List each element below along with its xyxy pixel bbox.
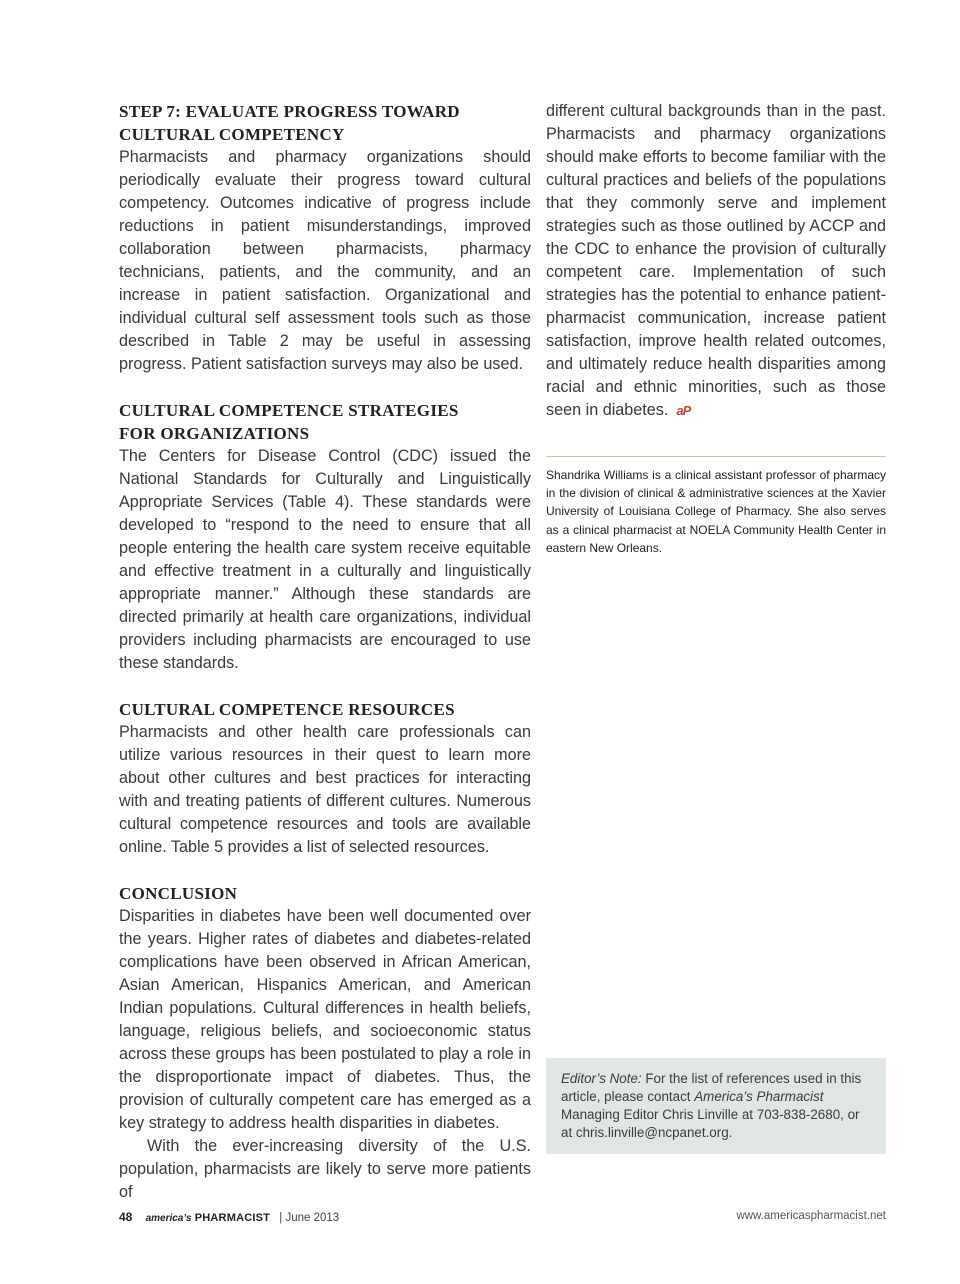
author-bio: Shandrika Williams is a clinical assistant professor of pharmacy in the division of clinical & administrative sciences at the Xavier University of Louisiana College of Pharmacy. She also serves as a clinical pharmacist at NOELA Community Health Center in eastern New Orleans.: [546, 468, 886, 555]
conclusion-body-paragraph-1: Disparities in diabetes have been well documented over the years. Higher rates of diabetes and diabetes-related complications have been observed in African American, Asian American, Hispanics American, and American Indian populations. Cultural differences in health beliefs, language, religious beliefs, and socioeconomic status across these groups has been postulated to play a role in the disproportionate impact of diabetes. Thus, the provision of culturally competent care has emerged as a key strategy to address health disparities in diabetes.: [119, 907, 531, 1132]
website-url: www.americaspharmacist.net: [736, 1210, 886, 1222]
editor-note-box: [546, 1058, 886, 1154]
editor-note: [561, 1070, 871, 1142]
step7-heading-line1: STEP 7: EVALUATE PROGRESS TOWARD: [119, 102, 460, 121]
magazine-brand-small: america’s: [145, 1213, 192, 1224]
editor-note-publication: America’s Pharmacist: [694, 1089, 824, 1104]
magazine-brand-big: PHARMACIST: [194, 1212, 271, 1224]
bio-divider: [546, 456, 886, 457]
strategies-heading-line2: FOR ORGANIZATIONS: [119, 424, 310, 443]
resources-section: [119, 698, 531, 859]
step7-heading: [119, 100, 531, 146]
page-footer: [119, 1210, 886, 1228]
conclusion-continuation: [546, 100, 886, 422]
strategies-heading: [119, 399, 531, 445]
editor-note-text-2: Managing Editor Chris Linville at 703-838-2680, or at chris.linville@ncpanet.org.: [561, 1107, 860, 1140]
strategies-section: [119, 399, 531, 675]
conclusion-body-paragraph-2: With the ever-increasing diversity of the U.S. population, pharmacists are likely to serve more patients of: [119, 1137, 531, 1201]
editor-note-text-1: For the list of references used in this article, please contact: [561, 1071, 862, 1104]
conclusion-heading: CONCLUSION: [119, 884, 238, 903]
strategies-body: The Centers for Disease Control (CDC) issued the National Standards for Culturally and Linguistically Appropriate Services (Table 4). These standards were developed to “respond to the need to ensure that all people entering the health care system receive equitable and effective treatment in a culturally and linguistically appropriate manner.” Although these standards are directed primarily at health care organizations, individual providers including pharmacists are encouraged to use these standards.: [119, 447, 531, 672]
resources-heading: CULTURAL COMPETENCE RESOURCES: [119, 700, 455, 719]
step7-heading-line2: CULTURAL COMPETENCY: [119, 125, 345, 144]
conclusion-section: [119, 882, 531, 1204]
step7-body: Pharmacists and pharmacy organizations should periodically evaluate their progress toward cultural competency. Outcomes indicative of progress include reductions in patient misunderstandings, improved collaboration between pharmacists, pharmacy technicians, patients, and the community, and an increase in patient satisfaction. Organizational and individual cultural self assessment tools such as those described in Table 2 may be useful in assessing progress. Patient satisfaction surveys may also be used.: [119, 148, 531, 373]
page-number: 48: [119, 1210, 133, 1224]
resources-body: Pharmacists and other health care professionals can utilize various resources in their quest to learn more about other cultures and best practices for interacting with and treating patients of different cultures. Numerous cultural competence resources and tools are available online. Table 5 provides a list of selected resources.: [119, 723, 531, 856]
footer-left: [119, 1210, 339, 1224]
step7-section: [119, 100, 531, 376]
editor-note-label: Editor’s Note:: [561, 1071, 642, 1086]
issue-date: | June 2013: [279, 1212, 340, 1224]
left-column: [119, 100, 531, 1227]
end-of-article-mark: aP: [676, 403, 691, 418]
conclusion-continuation-text: different cultural backgrounds than in the past. Pharmacists and pharmacy organizations should make efforts to become familiar with the cultural practices and beliefs of the populations that they commonly serve and implement strategies such as those outlined by ACCP and the CDC to enhance the provision of culturally competent care. Implementation of such strategies has the potential to enhance patient-pharmacist communication, increase patient satisfaction, improve health related outcomes, and ultimately reduce health disparities among racial and ethnic minorities, such as those seen in diabetes.: [546, 102, 886, 419]
strategies-heading-line1: CULTURAL COMPETENCE STRATEGIES: [119, 401, 459, 420]
right-column: [546, 100, 886, 422]
